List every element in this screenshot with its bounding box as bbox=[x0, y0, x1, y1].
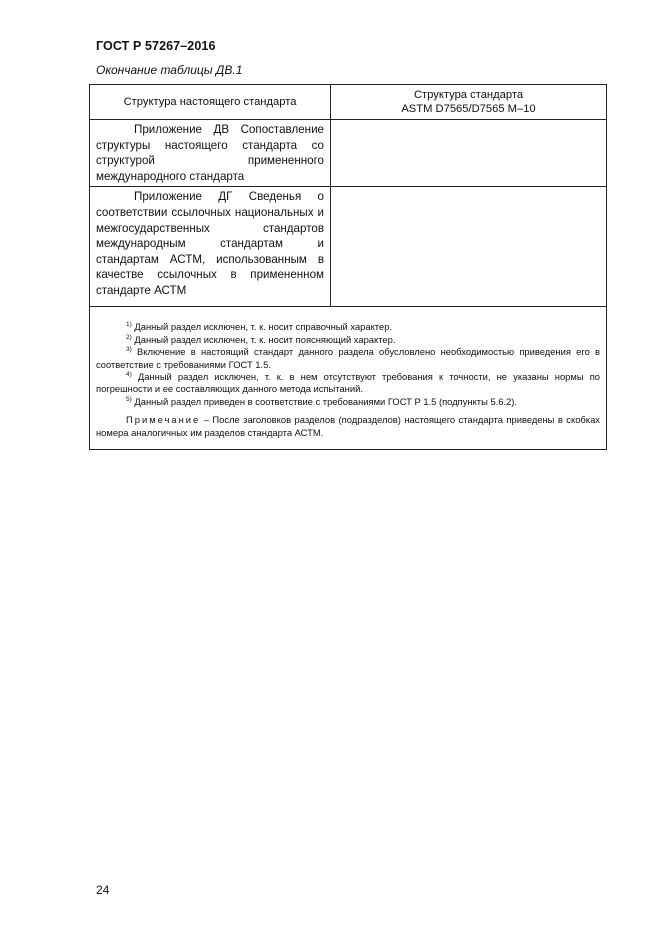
footnote-text: Данный раздел приведен в соответствие с требованиями ГОСТ Р 1.5 (подпункты 5.6.2). bbox=[134, 395, 518, 407]
footnotes-block bbox=[90, 307, 606, 449]
column-header-astm-line1: Структура стандарта bbox=[413, 89, 524, 101]
table-note bbox=[96, 414, 600, 439]
footnote-text: Данный раздел исключен, т. к. носит поясняющий характер. bbox=[134, 333, 396, 345]
footnote-mark: 2) bbox=[126, 333, 132, 341]
column-header-astm-line2: ASTM D7565/D7565 M–10 bbox=[401, 103, 536, 115]
footnote-1 bbox=[96, 321, 600, 333]
footnote-text: Данный раздел исключен, т. к. носит справочный характер. bbox=[134, 321, 393, 333]
note-label: Примечание bbox=[126, 414, 201, 426]
footnote-2 bbox=[96, 334, 600, 346]
document-header: ГОСТ Р 57267–2016 bbox=[96, 39, 216, 53]
page-number: 24 bbox=[96, 883, 110, 897]
table-cell-left bbox=[90, 187, 331, 307]
table-cell-left bbox=[90, 120, 331, 187]
footnote-5 bbox=[96, 396, 600, 408]
footnote-4 bbox=[96, 371, 600, 396]
footnote-mark: 3) bbox=[126, 346, 132, 354]
footnote-mark: 5) bbox=[126, 395, 132, 403]
table-header-row bbox=[90, 85, 607, 120]
footnote-mark: 4) bbox=[126, 370, 132, 378]
footnotes-row bbox=[90, 307, 607, 450]
table-caption: Окончание таблицы ДВ.1 bbox=[96, 63, 243, 77]
footnotes-cell bbox=[90, 307, 607, 450]
note-text: – После заголовков разделов (подразделов) настоящего стандарта приведены в скобках номера аналогичных им разделов стандарта АСТМ. bbox=[96, 414, 600, 438]
footnote-text: Включение в настоящий стандарт данного раздела обусловлено необходимостью приведения его в соответствие с требованиями ГОСТ 1.5. bbox=[96, 346, 601, 370]
column-header-astm-standard bbox=[331, 85, 607, 120]
footnote-3 bbox=[96, 346, 600, 371]
appendix-dg-text: Приложение ДГ Сведенья о соответствии ссылочных национальных и межгосударственных стандартов международным стандартам и стандартам АСТМ, использованным в качестве ссылочных в примененном стандарте АСТМ bbox=[96, 190, 324, 297]
appendix-dv-text: Приложение ДВ Сопоставление структуры настоящего стандарта со структурой примененного международного стандарта bbox=[96, 123, 324, 183]
column-header-current-standard: Структура настоящего стандарта bbox=[90, 85, 331, 120]
table-row bbox=[90, 120, 607, 187]
footnote-mark: 1) bbox=[126, 321, 132, 329]
table-cell-right bbox=[331, 120, 607, 187]
footnote-text: Данный раздел исключен, т. к. в нем отсутствуют требования к точности, не указаны нормы по погрешности и ее составляющих данного метода испытаний. bbox=[96, 371, 600, 395]
table-row bbox=[90, 187, 607, 307]
structure-comparison-table bbox=[89, 84, 607, 450]
table-cell-right bbox=[331, 187, 607, 307]
